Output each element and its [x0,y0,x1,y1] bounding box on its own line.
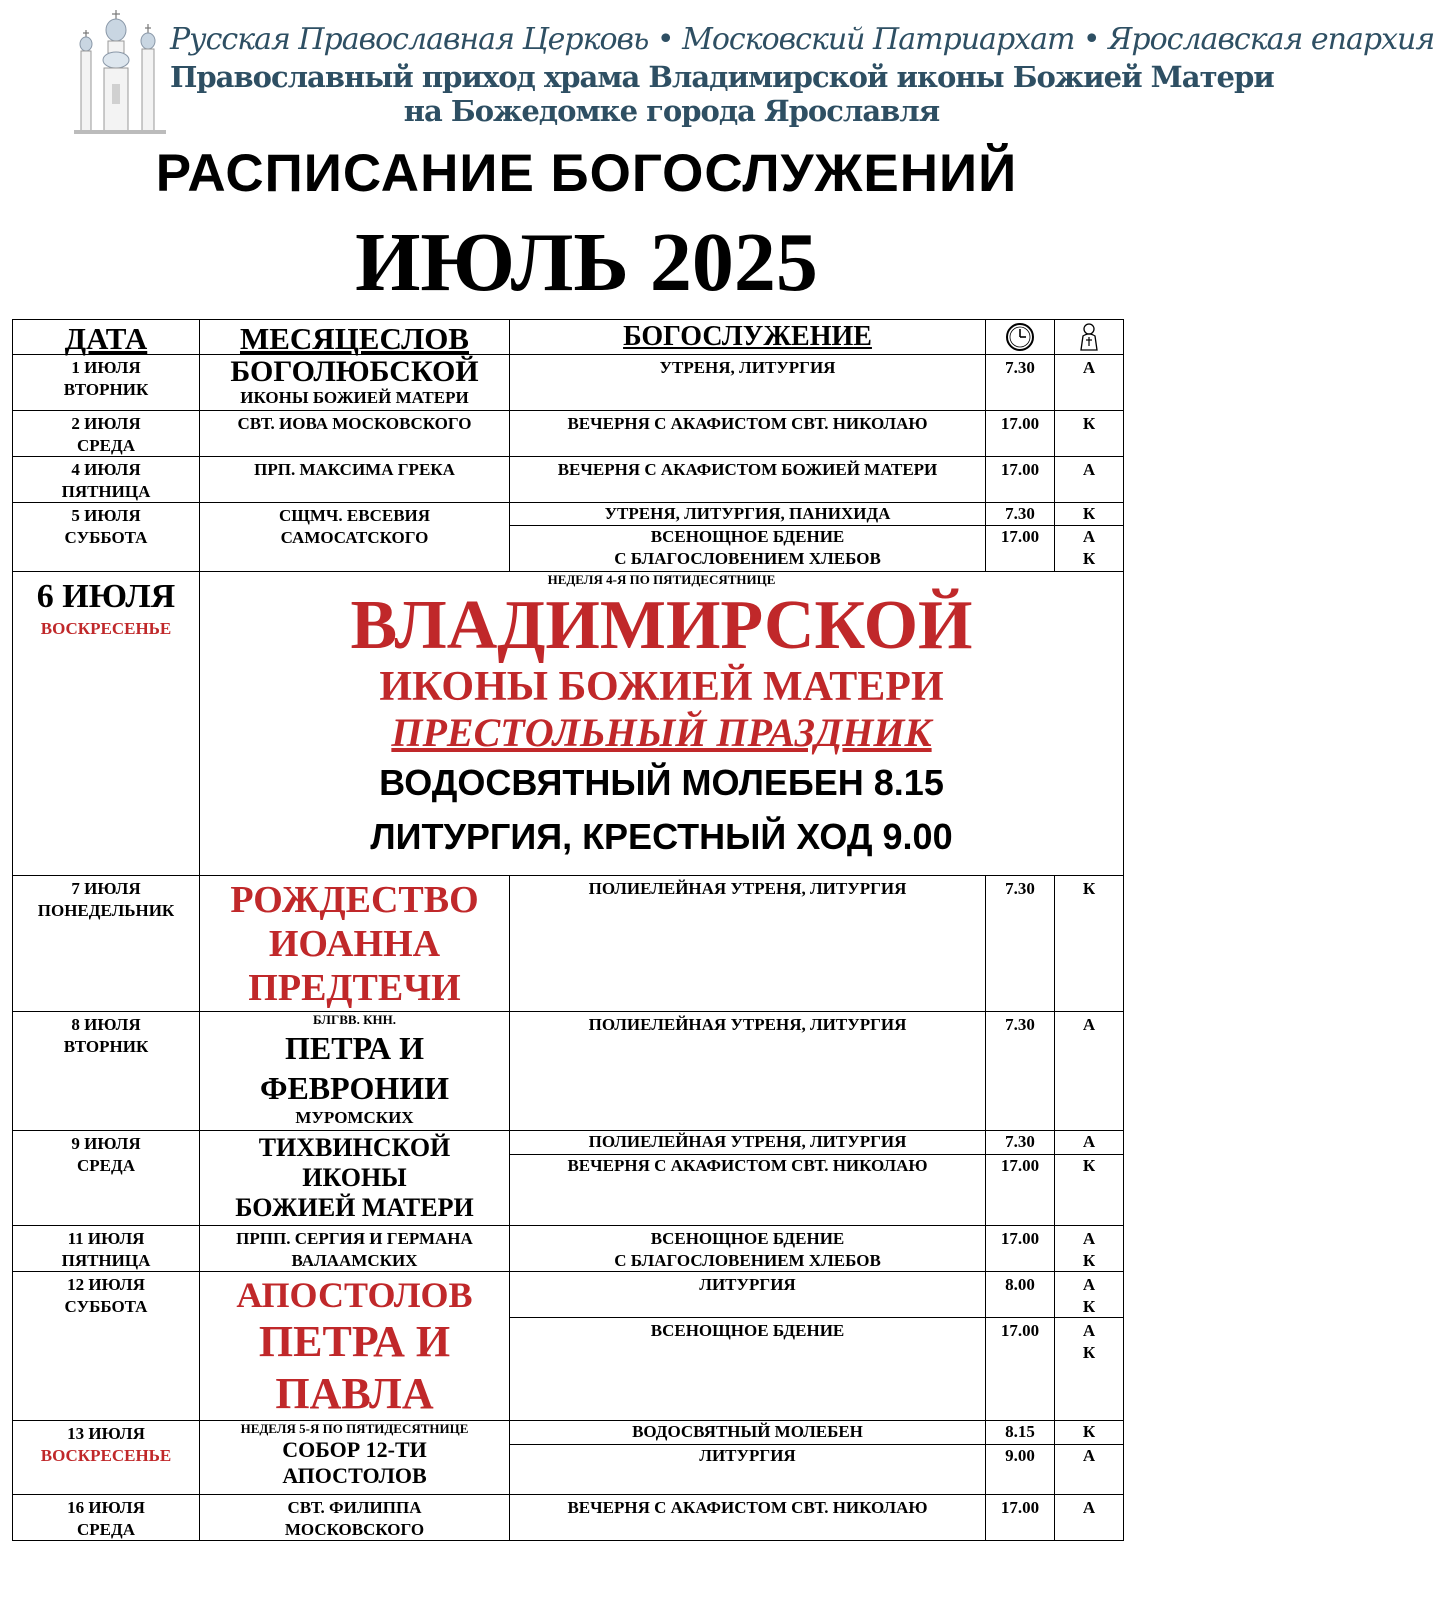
row10-saint: АПОСТОЛОВ ПЕТРА И ПАВЛА [199,1271,510,1421]
row3-time: 17.00 [985,456,1055,503]
row8-priest2: К [1054,1154,1124,1226]
row2-time: 17.00 [985,410,1055,457]
row3-service: ВЕЧЕРНЯ С АКАФИСТОМ БОЖИЕЙ МАТЕРИ [509,456,986,503]
row1-date: 1 ИЮЛЯ ВТОРНИК [12,354,200,411]
row3-priest: А [1054,456,1124,503]
row2-saint: СВТ. ИОВА МОСКОВСКОГО [199,410,510,457]
row8-date: 9 ИЮЛЯ СРЕДА [12,1130,200,1226]
col-header-date: ДАТА [12,319,200,355]
row8-priest1: А [1054,1130,1124,1155]
row7-date: 8 ИЮЛЯ ВТОРНИК [12,1011,200,1131]
row10-service1: ЛИТУРГИЯ [509,1271,986,1318]
row10-service2: ВСЕНОЩНОЕ БДЕНИЕ [509,1317,986,1421]
row4-priest1: К [1054,502,1124,526]
row11-date: 13 ИЮЛЯ ВОСКРЕСЕНЬЕ [12,1420,200,1495]
row5-date: 6 ИЮЛЯ ВОСКРЕСЕНЬЕ [12,571,200,876]
row9-service: ВСЕНОЩНОЕ БДЕНИЕ С БЛАГОСЛОВЕНИЕМ ХЛЕБОВ [509,1225,986,1272]
row7-saint: БЛГВВ. КНН. ПЕТРА И ФЕВРОНИИ МУРОМСКИХ [199,1011,510,1131]
row11-service2: ЛИТУРГИЯ [509,1444,986,1495]
row6-priest: К [1054,875,1124,1012]
row1-service: УТРЕНЯ, ЛИТУРГИЯ [509,354,986,411]
page-title: РАСПИСАНИЕ БОГОСЛУЖЕНИЙ [155,144,1018,203]
row10-priest1: А К [1054,1271,1124,1318]
row2-date: 2 ИЮЛЯ СРЕДА [12,410,200,457]
row6-date: 7 ИЮЛЯ ПОНЕДЕЛЬНИК [12,875,200,1012]
row4-service2: ВСЕНОЩНОЕ БДЕНИЕ С БЛАГОСЛОВЕНИЕМ ХЛЕБОВ [509,525,986,572]
row10-time1: 8.00 [985,1271,1055,1318]
col-header-service: БОГОСЛУЖЕНИЕ [509,319,986,355]
row12-date: 16 ИЮЛЯ СРЕДА [12,1494,200,1541]
row8-service2: ВЕЧЕРНЯ С АКАФИСТОМ СВТ. НИКОЛАЮ [509,1154,986,1226]
row6-service: ПОЛИЕЛЕЙНАЯ УТРЕНЯ, ЛИТУРГИЯ [509,875,986,1012]
row12-saint: СВТ. ФИЛИППА МОСКОВСКОГО [199,1494,510,1541]
row3-date: 4 ИЮЛЯ ПЯТНИЦА [12,456,200,503]
row9-date: 11 ИЮЛЯ ПЯТНИЦА [12,1225,200,1272]
row6-time: 7.30 [985,875,1055,1012]
parish-name: Православный приход храма Владимирской иконы Божией Матери [170,60,1274,94]
feast-title: ВЛАДИМИРСКОЙ [350,587,973,664]
row4-service1: УТРЕНЯ, ЛИТУРГИЯ, ПАНИХИДА [509,502,986,526]
row4-saint: СЩМЧ. ЕВСЕВИЯ САМОСАТСКОГО [199,502,510,572]
row11-service1: ВОДОСВЯТНЫЙ МОЛЕБЕН [509,1420,986,1445]
row1-time: 7.30 [985,354,1055,411]
col-header-time [985,319,1055,355]
row12-priest: А [1054,1494,1124,1541]
row11-priest1: К [1054,1420,1124,1445]
row7-service: ПОЛИЕЛЕЙНАЯ УТРЕНЯ, ЛИТУРГИЯ [509,1011,986,1131]
row11-time2: 9.00 [985,1444,1055,1495]
row4-time2: 17.00 [985,525,1055,572]
row7-time: 7.30 [985,1011,1055,1131]
clock-icon [1003,322,1037,352]
row8-time1: 7.30 [985,1130,1055,1155]
schedule-table [13,320,1160,1582]
row9-priest: А К [1054,1225,1124,1272]
row9-saint: ПРПП. СЕРГИЯ И ГЕРМАНА ВАЛААМСКИХ [199,1225,510,1272]
month-title: ИЮЛЬ 2025 [355,216,818,309]
row11-time1: 8.15 [985,1420,1055,1445]
row1-priest: А [1054,354,1124,411]
row4-time1: 7.30 [985,502,1055,526]
row6-saint: РОЖДЕСТВО ИОАННА ПРЕДТЕЧИ [199,875,510,1012]
row12-service: ВЕЧЕРНЯ С АКАФИСТОМ СВТ. НИКОЛАЮ [509,1494,986,1541]
row10-time2: 17.00 [985,1317,1055,1421]
parish-location: на Божедомке города Ярославля [403,94,940,128]
row8-service1: ПОЛИЕЛЕЙНАЯ УТРЕНЯ, ЛИТУРГИЯ [509,1130,986,1155]
row12-time: 17.00 [985,1494,1055,1541]
col-header-calendar: МЕСЯЦЕСЛОВ [199,319,510,355]
priest-icon [1078,322,1100,352]
row11-priest2: А [1054,1444,1124,1495]
church-hierarchy: Русская Православная Церковь • Московский Патриархат • Ярославская епархия [170,22,1434,57]
col-header-priest [1054,319,1124,355]
row1-saint: БОГОЛЮБСКОЙ ИКОНЫ БОЖИЕЙ МАТЕРИ [199,354,510,411]
row4-date: 5 ИЮЛЯ СУББОТА [12,502,200,572]
row9-time: 17.00 [985,1225,1055,1272]
row2-service: ВЕЧЕРНЯ С АКАФИСТОМ СВТ. НИКОЛАЮ [509,410,986,457]
row2-priest: К [1054,410,1124,457]
row8-time2: 17.00 [985,1154,1055,1226]
row3-saint: ПРП. МАКСИМА ГРЕКА [199,456,510,503]
row11-saint: НЕДЕЛЯ 5-Я ПО ПЯТИДЕСЯТНИЦЕ СОБОР 12-ТИ АПОСТОЛОВ [199,1420,510,1495]
row8-saint: ТИХВИНСКОЙ ИКОНЫ БОЖИЕЙ МАТЕРИ [199,1130,510,1226]
row10-priest2: А К [1054,1317,1124,1421]
church-logo [72,8,168,136]
row7-priest: А [1054,1011,1124,1131]
row5-feast: НЕДЕЛЯ 4-Я ПО ПЯТИДЕСЯТНИЦЕ ВЛАДИМИРСКОЙ ИКОНЫ БОЖИЕЙ МАТЕРИ ПРЕСТОЛЬНЫЙ ПРАЗДНИК ВОДОСВЯТНЫЙ МОЛЕБЕН 8.15 ЛИТУРГИЯ, КРЕСТНЫЙ ХОД 9.00 [199,571,1124,876]
row4-priest2: А К [1054,525,1124,572]
row10-date: 12 ИЮЛЯ СУББОТА [12,1271,200,1421]
